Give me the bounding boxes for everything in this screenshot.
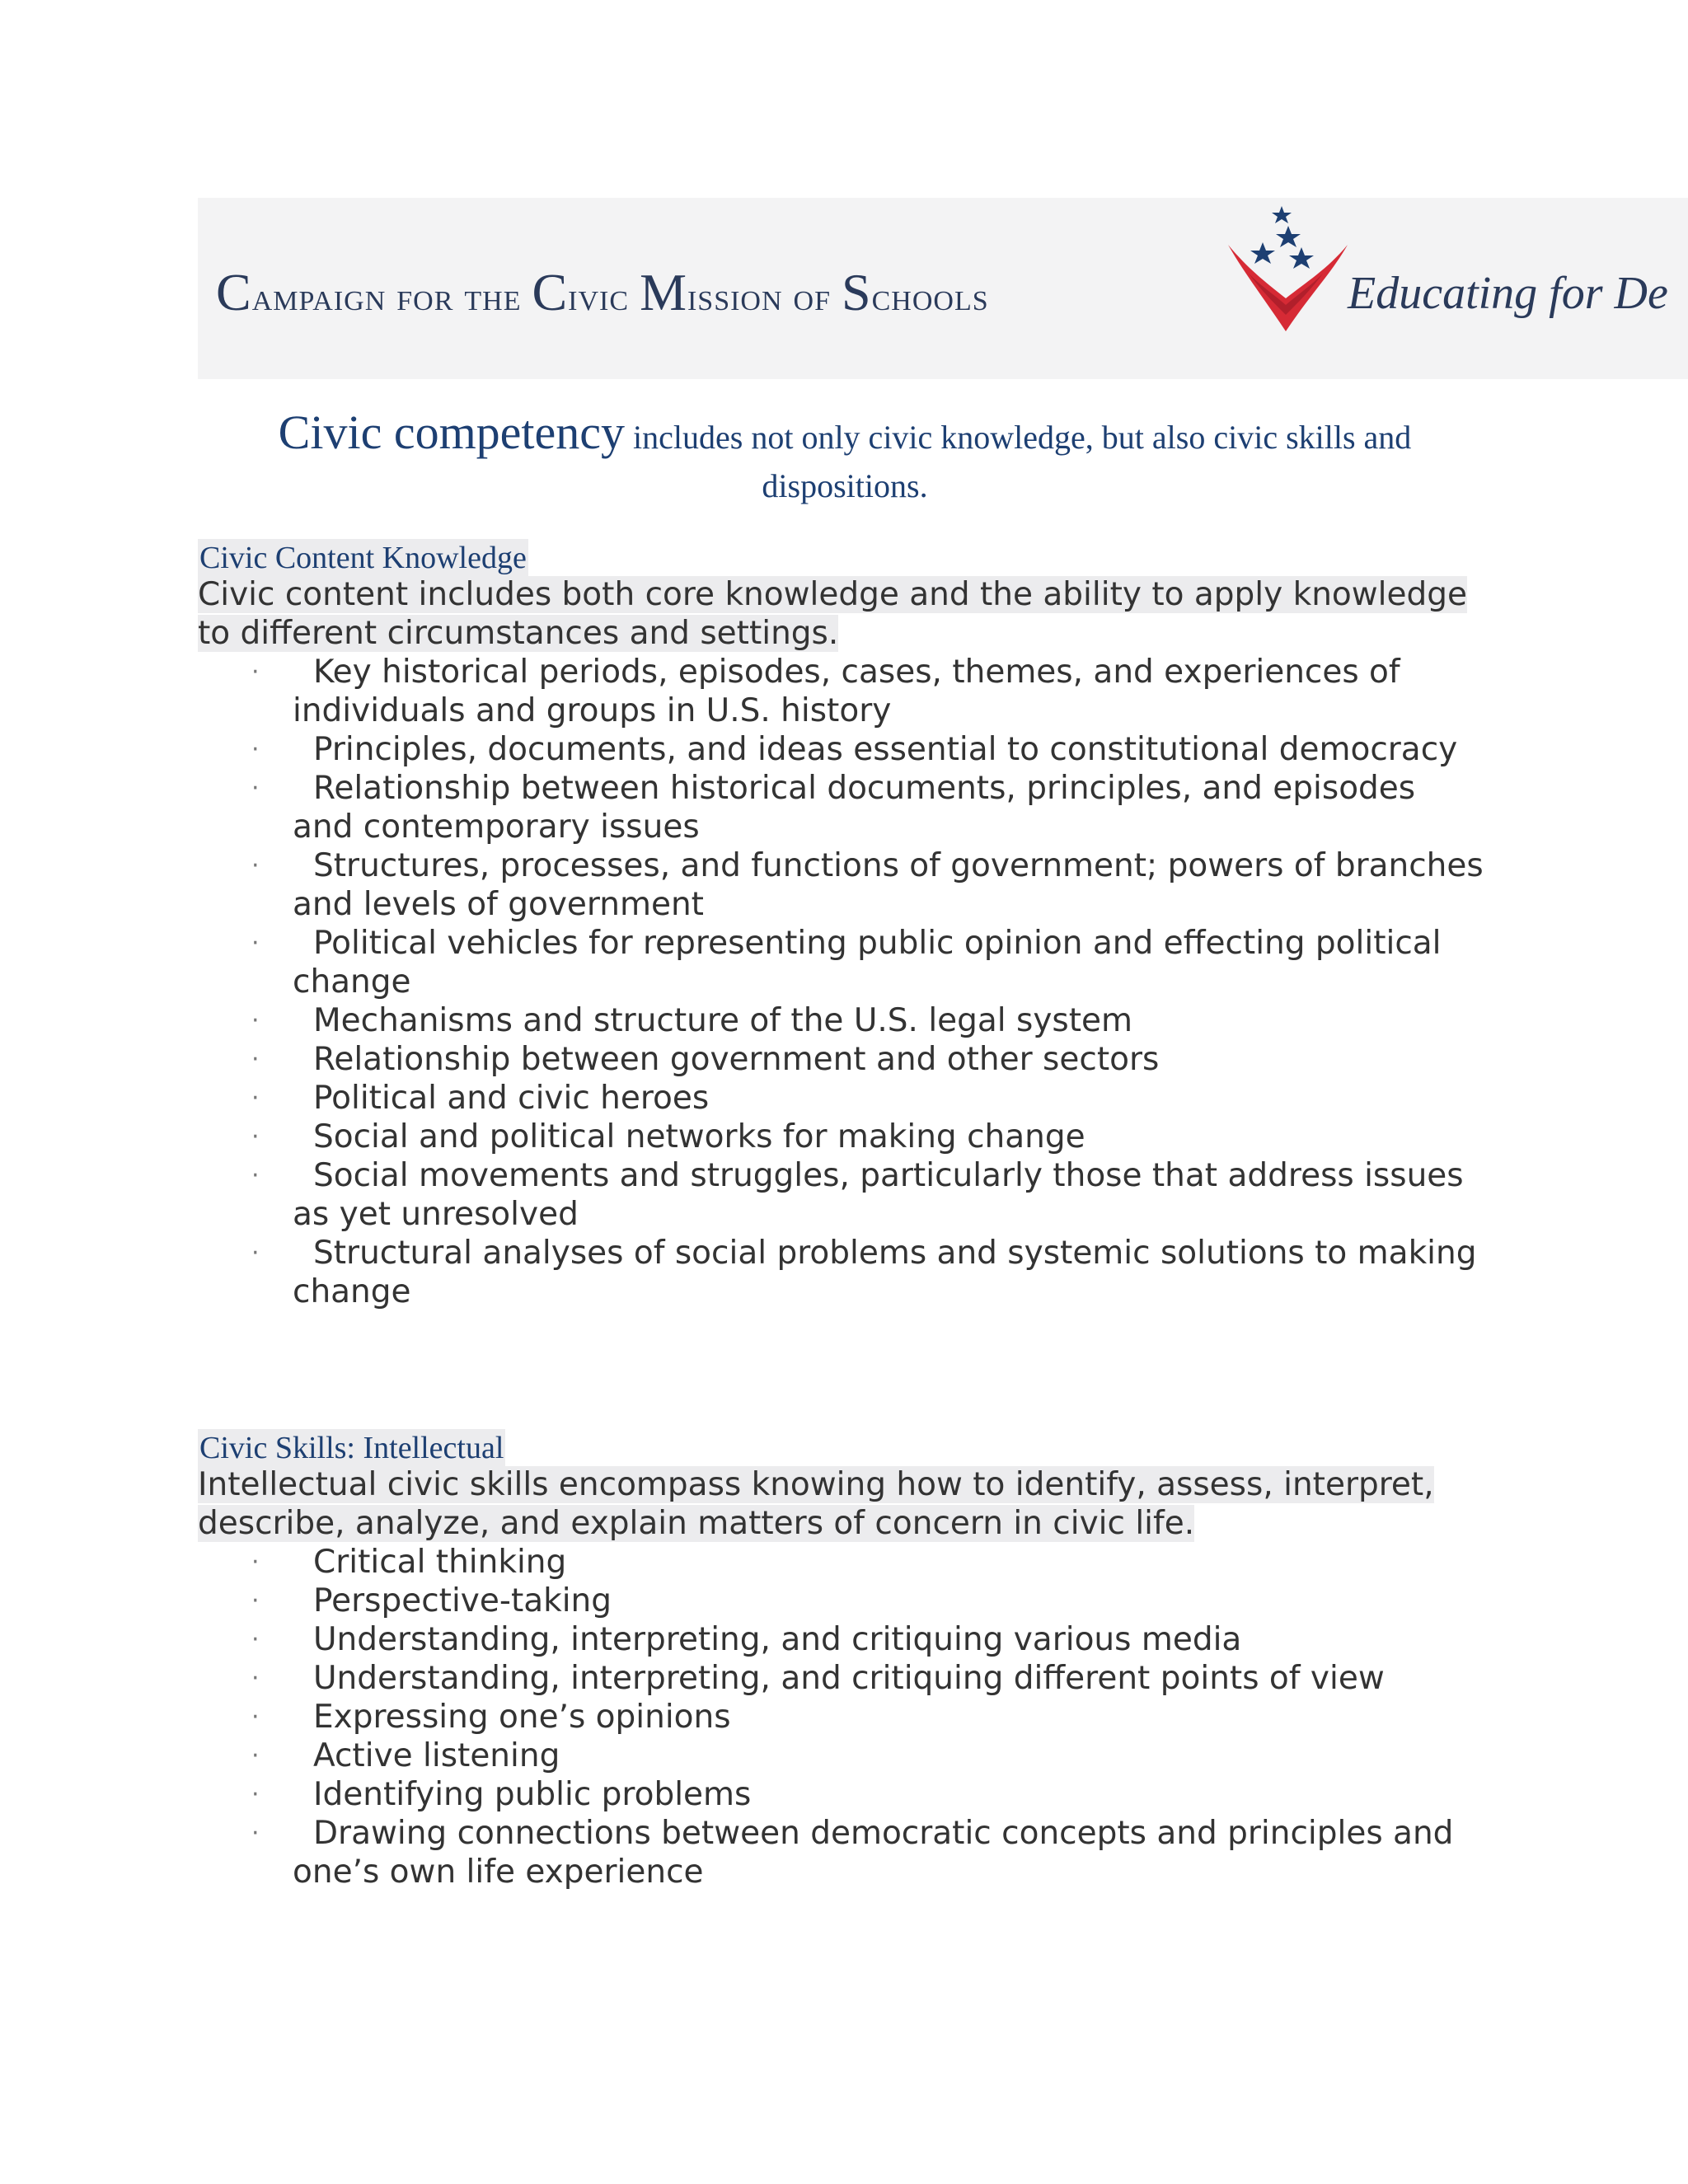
list-item [198, 1040, 1484, 1079]
list-item-text: Relationship between government and other sectors [313, 1041, 1160, 1078]
bullet-dot: · [251, 1703, 260, 1732]
section-title-intellectual-skills: Civic Skills: Intellectual [199, 1431, 504, 1465]
bullet-dot: · [251, 1122, 260, 1151]
section-description-text: Civic content includes both core knowledge and the ability to apply knowledge to different circumstances and settings. [198, 576, 1468, 652]
bullet-list-intellectual-skills [198, 1543, 1484, 1891]
list-item-text: Critical thinking [313, 1544, 567, 1581]
bullet-dot: · [251, 1239, 260, 1268]
list-item [198, 924, 1484, 1001]
list-item-text: Identifying public problems [313, 1776, 752, 1813]
list-item [198, 1659, 1484, 1698]
list-item [198, 846, 1484, 924]
bullet-dot: · [251, 1161, 260, 1190]
bullet-dot: · [251, 1586, 260, 1615]
list-item-text: Active listening [313, 1737, 560, 1774]
list-item [198, 730, 1484, 769]
bullet-list-content-knowledge [198, 653, 1484, 1311]
bullet-dot: · [251, 1664, 260, 1693]
bullet-dot: · [251, 1045, 260, 1074]
list-item [198, 1698, 1484, 1736]
bullet-dot: · [251, 1006, 260, 1035]
intro-lead: Civic competency [278, 405, 626, 459]
bullet-dot: · [251, 1819, 260, 1848]
list-item [198, 1582, 1484, 1620]
list-item-text: Understanding, interpreting, and critiquing different points of view [313, 1660, 1385, 1697]
list-item [198, 1814, 1484, 1891]
bullet-dot: · [251, 1625, 260, 1654]
list-item [198, 653, 1484, 730]
bullet-dot: · [251, 1780, 260, 1809]
list-item [198, 1001, 1484, 1040]
intro-rest: includes not only civic knowledge, but also civic skills and dispositions. [625, 419, 1412, 504]
list-item-text: Principles, documents, and ideas essential to constitutional democracy [313, 731, 1458, 768]
list-item [198, 1156, 1484, 1234]
section-description-content-knowledge [198, 575, 1475, 653]
list-item-text: Political vehicles for representing public opinion and effecting political change [293, 925, 1442, 1001]
list-item-text: Political and civic heroes [313, 1080, 710, 1117]
list-item [198, 1543, 1484, 1582]
list-item-text: Key historical periods, episodes, cases, themes, and experiences of individuals and groups in U.S. history [293, 654, 1400, 729]
campaign-logo-icon [1224, 199, 1356, 335]
list-item-text: Expressing one’s opinions [313, 1699, 731, 1736]
header-banner [198, 198, 1688, 379]
list-item-text: Structural analyses of social problems and systemic solutions to making change [293, 1235, 1477, 1310]
intro-statement [198, 405, 1492, 514]
list-item-text: Relationship between historical documents, principles, and episodes and contemporary issues [293, 770, 1416, 846]
bullet-dot: · [251, 851, 260, 880]
list-item-text: Understanding, interpreting, and critiquing various media [313, 1621, 1242, 1658]
section-description-intellectual-skills [198, 1465, 1475, 1543]
list-item [198, 1775, 1484, 1814]
bullet-dot: · [251, 1741, 260, 1770]
list-item-text: Perspective-taking [313, 1582, 612, 1619]
list-item [198, 1620, 1484, 1659]
banner-tagline: Educating for De [1348, 268, 1668, 319]
organization-name: Campaign for the Civic Mission of Schools [216, 263, 989, 321]
bullet-dot: · [251, 929, 260, 958]
section-title-content-knowledge: Civic Content Knowledge [199, 541, 527, 575]
list-item-text: Drawing connections between democratic concepts and principles and one’s own life experience [293, 1815, 1454, 1891]
list-item [198, 1736, 1484, 1775]
list-item [198, 1079, 1484, 1118]
bullet-dot: · [251, 735, 260, 764]
bullet-dot: · [251, 1084, 260, 1113]
section-description-text: Intellectual civic skills encompass knowing how to identify, assess, interpret, describe, analyze, and explain matters of concern in civic life. [198, 1466, 1434, 1542]
list-item [198, 1234, 1484, 1311]
list-item-text: Social movements and struggles, particularly those that address issues as yet unresolved [293, 1157, 1464, 1233]
bullet-dot: · [251, 658, 260, 687]
list-item-text: Mechanisms and structure of the U.S. legal system [313, 1002, 1133, 1039]
list-item [198, 769, 1484, 846]
list-item [198, 1118, 1484, 1156]
bullet-dot: · [251, 1548, 260, 1577]
list-item-text: Social and political networks for making change [313, 1118, 1085, 1155]
bullet-dot: · [251, 774, 260, 803]
list-item-text: Structures, processes, and functions of government; powers of branches and levels of government [293, 847, 1484, 923]
